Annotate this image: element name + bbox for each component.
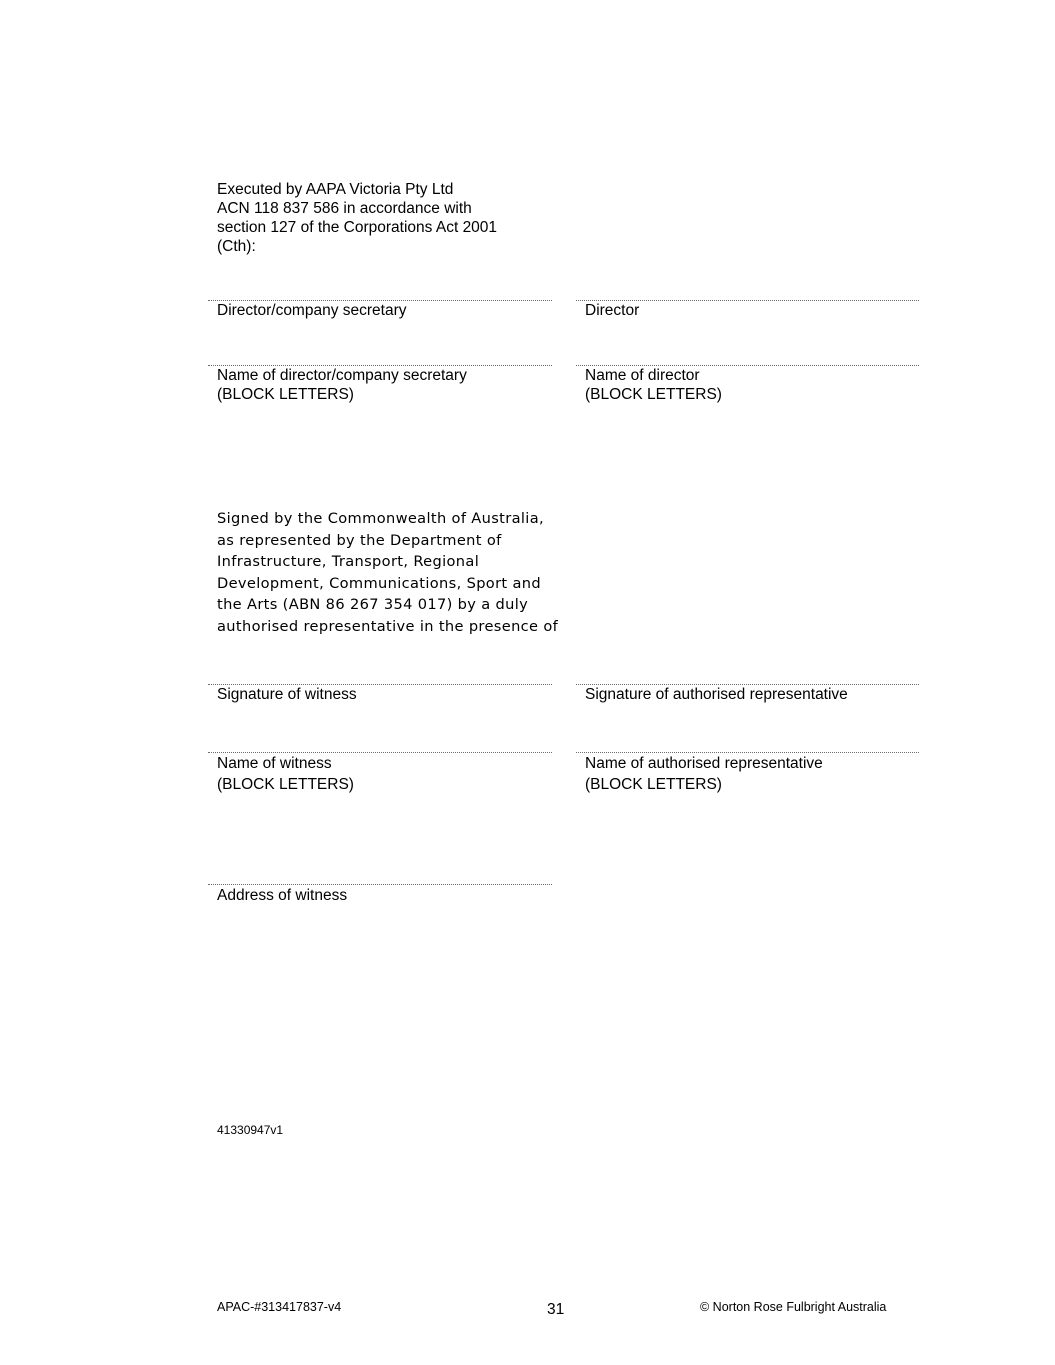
director-name-label: Name of director (BLOCK LETTERS) — [585, 367, 722, 403]
execution-clause-commonwealth: Signed by the Commonwealth of Australia, as represented by the Department of Infrastructure, Transport, Regional Development, Communications, Sport and the Arts (ABN 86 267 354 017) by a duly authorised representative in the presence of — [217, 510, 559, 635]
execution-clause-aapa: Executed by AAPA Victoria Pty Ltd ACN 118 837 586 in accordance with section 127 of the Corporations Act 2001 (Cth): — [217, 181, 498, 255]
witness-name-label: Name of witness (BLOCK LETTERS) — [217, 755, 354, 793]
director-secretary-name-label: Name of director/company secretary (BLOCK LETTERS) — [217, 367, 467, 403]
witness-address-line[interactable] — [208, 884, 552, 885]
witness-signature-label: Signature of witness — [217, 686, 357, 703]
director-signature-label: Director — [585, 302, 640, 319]
footer-page-number: 31 — [547, 1301, 565, 1318]
witness-address-label: Address of witness — [217, 887, 348, 904]
representative-name-label: Name of authorised representative (BLOCK LETTERS) — [585, 755, 823, 793]
representative-signature-label: Signature of authorised representative — [585, 686, 848, 703]
document-version: 41330947v1 — [217, 1123, 284, 1137]
footer-document-reference: APAC-#313417837-v4 — [217, 1300, 342, 1314]
footer-copyright: © Norton Rose Fulbright Australia — [700, 1300, 887, 1314]
director-secretary-signature-label: Director/company secretary — [217, 302, 407, 319]
